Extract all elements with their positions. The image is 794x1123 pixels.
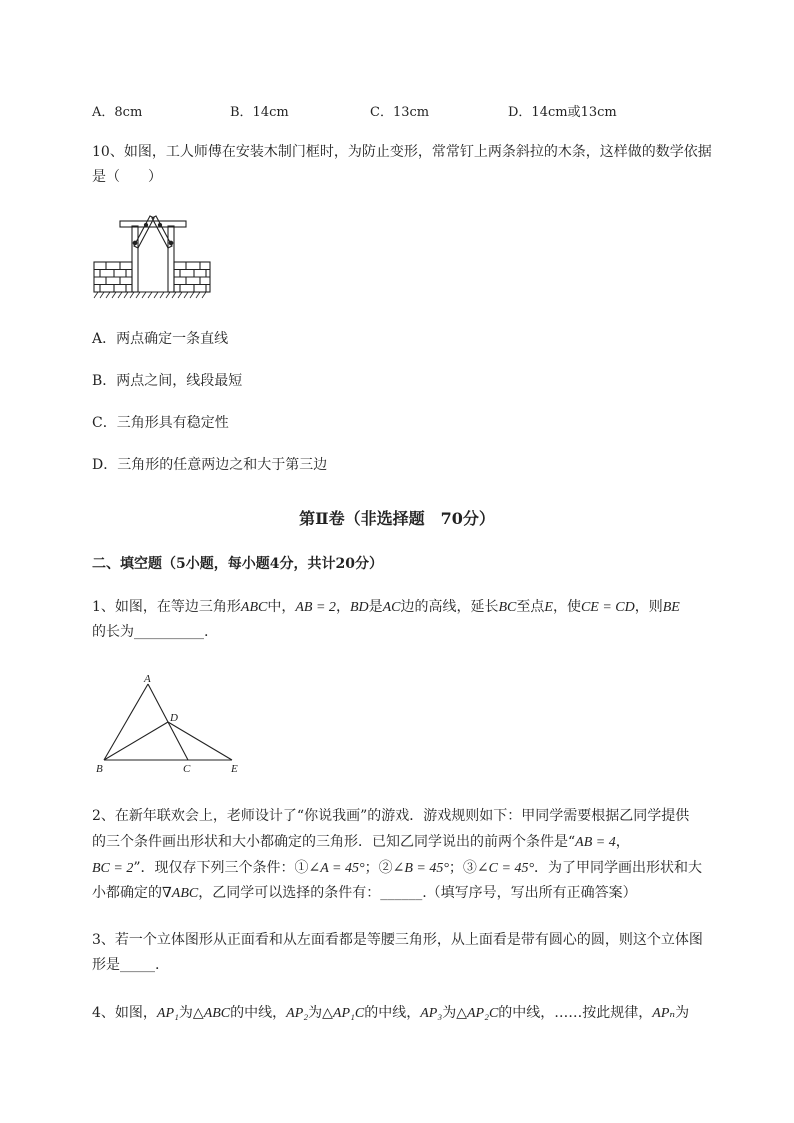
- fill2-line4-math: ∇ABC: [162, 886, 199, 901]
- fill2-cond3: ∠C = 45°: [476, 861, 535, 876]
- fill4-ap2c: AP₂C: [466, 1006, 499, 1021]
- fill1-mid1: 中，: [267, 599, 296, 615]
- fill1-ab-eq: AB = 2: [295, 600, 336, 615]
- fill4-ap2: AP₂: [286, 1006, 309, 1021]
- fill4-apn: APₙ: [652, 1006, 676, 1021]
- q10-stem-line1: 10、如图，工人师傅在安装木制门框时，为防止变形，常常钉上两条斜拉的木条，这样做的数学依据: [92, 144, 712, 160]
- fill1-be: BE: [662, 600, 680, 615]
- fill3-line1: 3、若一个立体图形从正面看和从左面看都是等腰三角形，从上面看是带有圆心的圆，则这个立体图: [92, 932, 703, 948]
- fill4-t5: 为△: [442, 1005, 467, 1021]
- fill2-line3-math: BC = 2: [92, 861, 134, 876]
- fill1-line1: [92, 597, 680, 618]
- fill4-prefix: 4、如图，: [92, 1005, 157, 1021]
- fill1-bd: BD: [349, 600, 369, 615]
- fill1-mid5: ，使: [552, 599, 581, 615]
- q10-option-d: D．三角形的任意两边之和大于第三边: [92, 457, 328, 473]
- fill1-bc: BC: [498, 600, 517, 615]
- q9-option-a: A．8cm: [92, 105, 143, 120]
- section2-heading: 二、填空题（5小题，每小题4分，共计20分）: [92, 556, 383, 572]
- door-frame-figure: [92, 212, 212, 300]
- fill2-line2: [92, 832, 630, 853]
- label-e: E: [231, 763, 238, 775]
- fill2-line1: 2、在新年联欢会上，老师设计了“你说我画”的游戏．游戏规则如下：甲同学需要根据乙同学提供: [92, 808, 690, 824]
- fill2-line2-math: AB = 4: [575, 835, 616, 850]
- fill1-e: E: [544, 600, 553, 615]
- fill3-line2: 形是_____.: [92, 957, 160, 973]
- fill1-comma: ，: [335, 599, 350, 615]
- q9-option-c: C．13cm: [370, 105, 430, 120]
- fill4-ap3: AP₃: [420, 1006, 443, 1021]
- fill4-line1: [92, 1003, 689, 1024]
- fill1-line2: 的长为__________.: [92, 624, 209, 640]
- fill1-mid2: 是: [368, 599, 383, 615]
- q9-option-b: B．14cm: [230, 105, 289, 120]
- fill2-sep1: ；②: [364, 860, 393, 876]
- fill1-mid4: 至点: [516, 599, 545, 615]
- q10-stem-line2: 是（ ）: [92, 169, 162, 185]
- fill2-line2-pre: 的三个条件画出形状和大小都确定的三角形．已知乙同学说出的前两个条件是“: [92, 834, 576, 850]
- fill2-line3: [92, 858, 702, 879]
- fill2-cond2: ∠B = 45°: [392, 861, 449, 876]
- fill1-mid3: 边的高线，延长: [400, 599, 499, 615]
- fill1-mid6: ，则: [634, 599, 663, 615]
- fill4-abc: ABC: [203, 1006, 231, 1021]
- fill4-t6: 的中线，……按此规律，: [498, 1005, 653, 1021]
- fill2-line4-pre: 小都确定的: [92, 885, 162, 901]
- fill2-line3-text1: ”．现仅存下列三个条件：①: [133, 860, 309, 876]
- segment-ba: [104, 684, 148, 760]
- fill2-sep2: ；③: [448, 860, 477, 876]
- fill1-ac: AC: [382, 600, 401, 615]
- fill2-line2-post: ，: [615, 834, 630, 850]
- fill4-ap1: AP₁: [156, 1006, 179, 1021]
- q10-option-b: B．两点之间，线段最短: [92, 373, 243, 389]
- q9-option-d: D．14cm或13cm: [508, 105, 617, 120]
- label-a: A: [144, 673, 151, 685]
- fill4-t7: 为: [675, 1005, 690, 1021]
- label-c: C: [183, 763, 191, 775]
- fill1-prefix: 1、如图，在等边三角形: [92, 599, 241, 615]
- fill2-cond1: ∠A = 45°: [308, 861, 365, 876]
- fill2-line3-tail: ．为了甲同学画出形状和大: [534, 860, 703, 876]
- fill4-t2: 的中线，: [230, 1005, 287, 1021]
- fill4-t4: 的中线，: [364, 1005, 421, 1021]
- triangle-figure: [92, 672, 252, 778]
- fill4-ap1c: AP₁C: [332, 1006, 365, 1021]
- fill2-line4-post: ，乙同学可以选择的条件有：______.（填写序号，写出所有正确答案）: [198, 885, 637, 901]
- label-b: B: [96, 763, 103, 775]
- fill4-t3: 为△: [308, 1005, 333, 1021]
- q10-option-a: A．两点确定一条直线: [92, 331, 229, 347]
- q10-option-c: C．三角形具有稳定性: [92, 415, 229, 431]
- fill2-line4: [92, 883, 637, 904]
- label-d: D: [170, 712, 178, 724]
- fill4-t1: 为△: [178, 1005, 204, 1021]
- part2-title: 第Ⅱ卷（非选择题 70分）: [299, 509, 495, 528]
- fill1-abc: ABC: [240, 600, 268, 615]
- fill1-ce-eq: CE = CD: [580, 600, 635, 615]
- segment-bd: [104, 722, 168, 760]
